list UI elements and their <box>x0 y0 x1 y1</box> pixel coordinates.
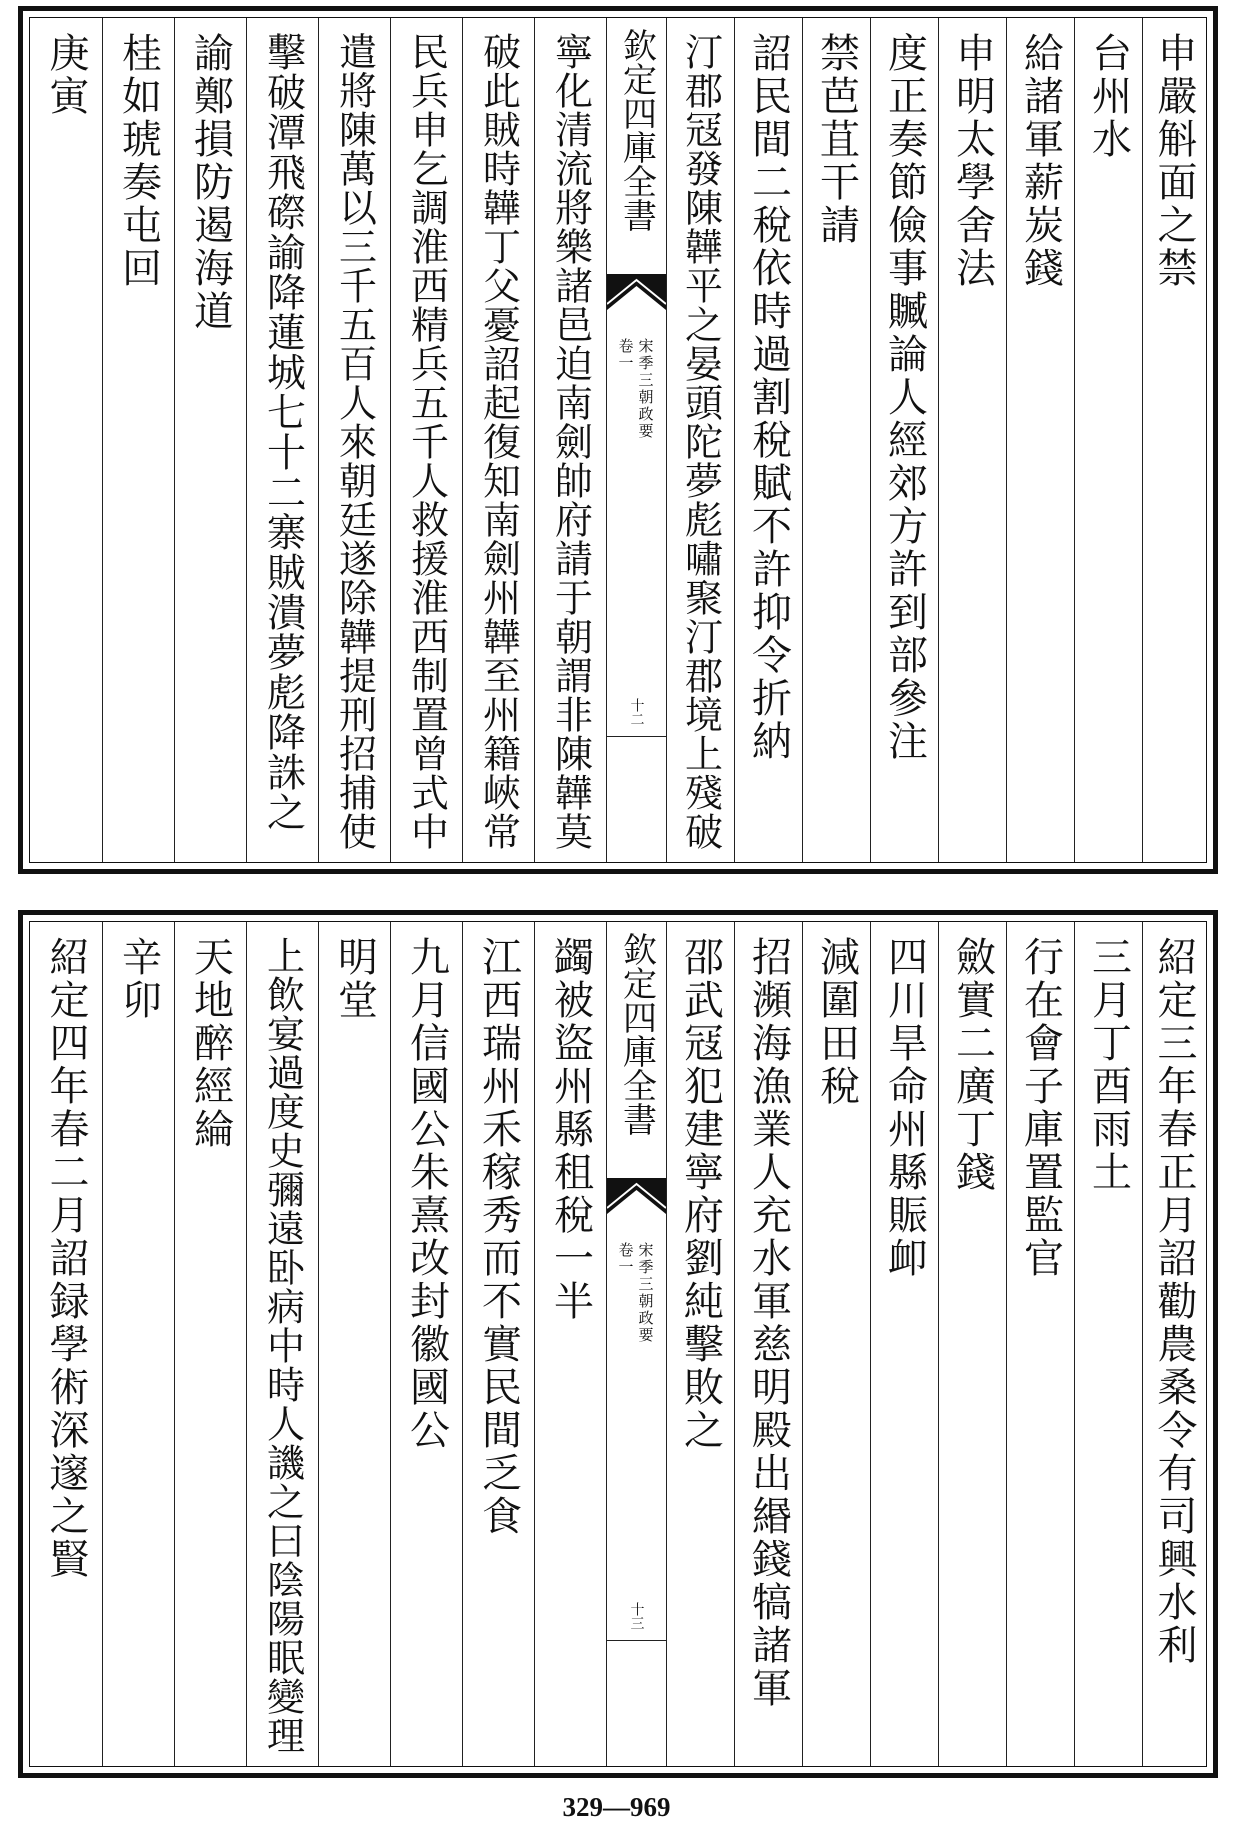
bottom-col-right-5 <box>870 922 938 1766</box>
column-text: 禁芭苴干請 <box>813 32 860 247</box>
bottom-col-right-8 <box>666 922 734 1766</box>
top-col-right-7 <box>734 18 802 862</box>
bottom-col-left-2 <box>462 922 534 1766</box>
column-text: 明堂 <box>331 936 378 1022</box>
page-footer-number: 329—969 <box>562 1792 671 1822</box>
bottom-col-left-3 <box>390 922 462 1766</box>
column-text: 汀郡冦發陳韡平之晏頭陀夢彪嘯聚汀郡境上殘破 <box>678 32 723 851</box>
column-text: 三月丁酉雨土 <box>1085 936 1132 1194</box>
top-col-left-1 <box>534 18 606 862</box>
column-text: 招瀕海漁業人充水軍慈明殿出緡錢犒諸軍 <box>745 936 792 1710</box>
top-col-left-2 <box>462 18 534 862</box>
top-col-left-4 <box>318 18 390 862</box>
bottom-col-right-1 <box>1142 922 1205 1766</box>
column-text: 天地醉經綸 <box>187 936 234 1151</box>
top-col-right-5 <box>870 18 938 862</box>
top-page-inner-frame <box>29 17 1207 863</box>
column-text: 四川旱命州縣賑卹 <box>881 936 928 1280</box>
center-subtitle-left: 卷一 <box>616 1242 635 1276</box>
column-text: 紹定三年春正月詔勸農桑令有司興水利 <box>1151 936 1197 1667</box>
page-number: 十三 <box>628 1602 645 1630</box>
page-number-rule <box>607 736 666 737</box>
top-page-frame <box>18 6 1218 874</box>
bottom-col-left-1 <box>534 922 606 1766</box>
top-col-right-2 <box>1074 18 1142 862</box>
bottom-col-right-4 <box>938 922 1006 1766</box>
top-col-right-1 <box>1142 18 1205 862</box>
top-col-left-7 <box>102 18 174 862</box>
column-text: 詔民間二稅依時過割稅賦不許抑令折納 <box>745 32 792 763</box>
bottom-col-right-3 <box>1006 922 1074 1766</box>
top-col-left-5 <box>246 18 318 862</box>
bottom-center-banner <box>606 922 666 1766</box>
column-text: 蠲被盜州縣租稅一半 <box>547 936 594 1323</box>
bottom-col-left-4 <box>318 922 390 1766</box>
column-text: 申嚴斛面之禁 <box>1151 32 1197 290</box>
center-title: 欽定四庫全書 <box>616 28 657 232</box>
bottom-col-left-6 <box>174 922 246 1766</box>
center-subtitle-right: 宋季三朝政要 <box>636 1242 655 1344</box>
fishtail-mark-icon <box>607 1178 666 1214</box>
column-text: 減圍田稅 <box>813 936 860 1108</box>
bottom-col-right-2 <box>1074 922 1142 1766</box>
column-text: 台州水 <box>1085 32 1132 161</box>
center-title: 欽定四庫全書 <box>616 932 657 1136</box>
column-text: 度正奏節儉事贓論人經郊方許到部參注 <box>881 32 928 763</box>
top-center-banner <box>606 18 666 862</box>
top-col-left-3 <box>390 18 462 862</box>
bottom-page-inner-frame <box>29 921 1207 1767</box>
column-text: 行在會子庫置監官 <box>1017 936 1064 1280</box>
page-number: 十二 <box>628 698 645 726</box>
column-text: 邵武冦犯建寧府劉純擊敗之 <box>677 936 724 1452</box>
center-subtitle-right: 宋季三朝政要 <box>636 338 655 440</box>
top-col-right-4 <box>938 18 1006 862</box>
top-col-right-8 <box>666 18 734 862</box>
column-text: 遣將陳萬以三千五百人來朝廷遂除韡提刑招捕使 <box>332 32 377 851</box>
column-text: 桂如琥奏屯回 <box>115 32 162 290</box>
column-text: 破此賊時韡丁父憂詔起復知南劍州韡至州籍峽常 <box>476 32 521 851</box>
bottom-col-left-7 <box>102 922 174 1766</box>
column-text: 江西瑞州禾稼秀而不實民間乏食 <box>475 936 522 1538</box>
column-text: 寧化清流將樂諸邑迫南劍帥府請于朝謂非陳韡莫 <box>548 32 593 851</box>
column-text: 擊破潭飛磜諭降蓮城七十二寨賊潰夢彪降誅之 <box>260 32 306 832</box>
bottom-col-left-8 <box>30 922 102 1766</box>
column-text: 辛卯 <box>115 936 162 1022</box>
column-text: 民兵申乞調淮西精兵五千人救援淮西制置曾式中 <box>404 32 449 851</box>
column-text: 給諸軍薪炭錢 <box>1017 32 1064 290</box>
column-text: 申明太學舍法 <box>949 32 996 290</box>
bottom-col-left-5 <box>246 922 318 1766</box>
fishtail-mark-icon <box>607 274 666 310</box>
column-text: 九月信國公朱熹改封徽國公 <box>403 936 450 1452</box>
column-text: 紹定四年春二月詔録學術深邃之賢 <box>43 936 89 1581</box>
top-col-right-6 <box>802 18 870 862</box>
column-text: 上飲宴過度史彌遠卧病中時人譏之曰陰陽眠變理 <box>260 936 305 1755</box>
center-subtitle-left: 卷一 <box>616 338 635 372</box>
page-number-rule <box>607 1640 666 1641</box>
column-text: 諭鄭損防遏海道 <box>187 32 234 333</box>
bottom-col-right-7 <box>734 922 802 1766</box>
bottom-col-right-6 <box>802 922 870 1766</box>
top-col-left-6 <box>174 18 246 862</box>
column-text: 庚寅 <box>43 32 89 118</box>
bottom-page-frame <box>18 910 1218 1778</box>
top-col-right-3 <box>1006 18 1074 862</box>
top-col-left-8 <box>30 18 102 862</box>
column-text: 斂實二廣丁錢 <box>949 936 996 1194</box>
